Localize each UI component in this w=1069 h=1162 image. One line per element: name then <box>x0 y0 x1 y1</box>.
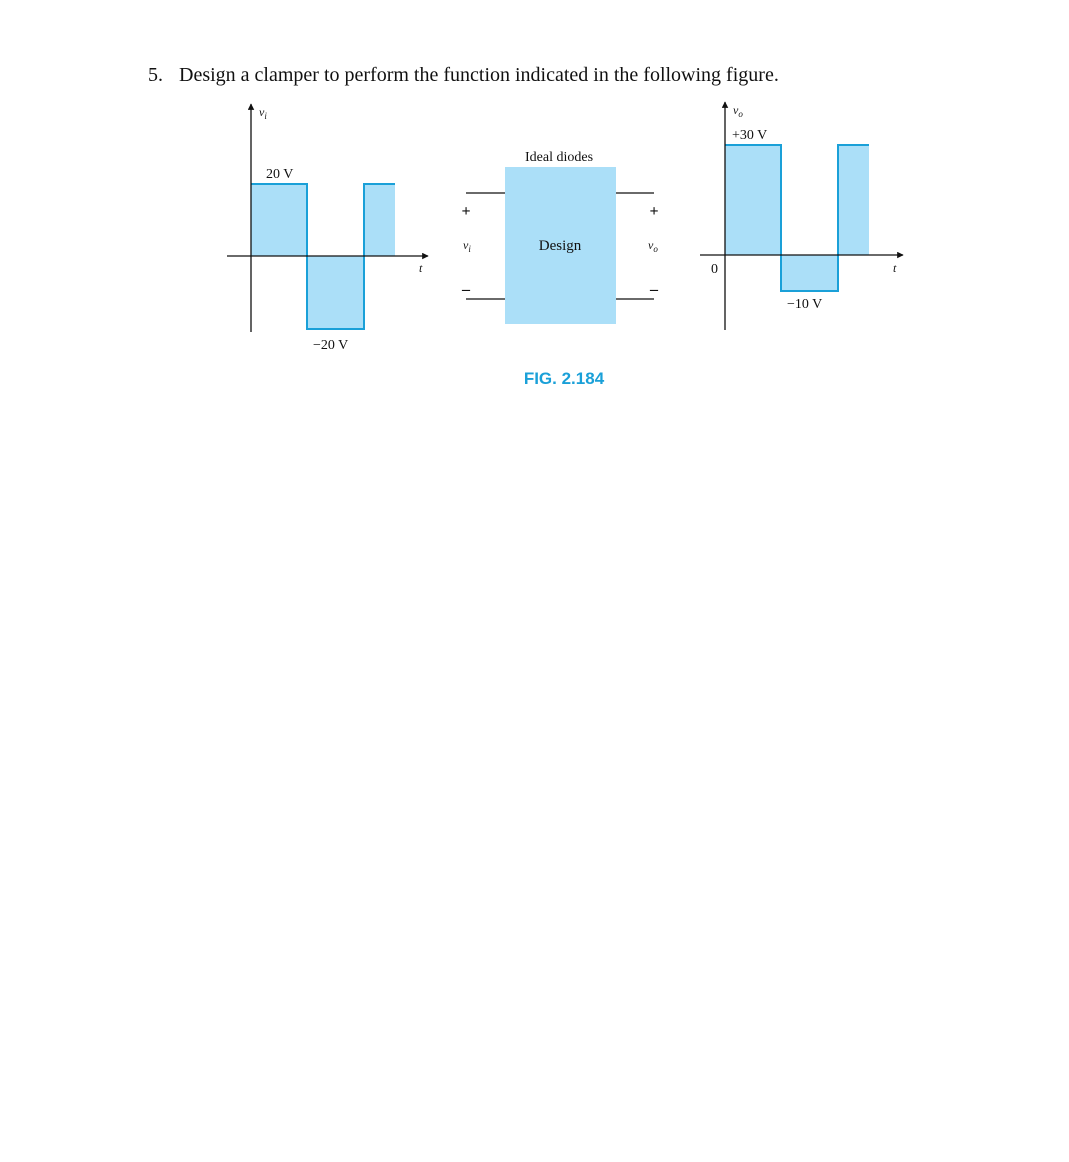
input-time-label: t <box>419 261 423 275</box>
figure-2-184 <box>0 0 1069 400</box>
input-low-label: −20 V <box>313 338 349 353</box>
input-pulse-negative <box>307 256 364 329</box>
input-high-label: 20 V <box>266 167 294 182</box>
ideal-diodes-label: Ideal diodes <box>524 150 594 165</box>
input-plus-sign: + <box>461 203 471 220</box>
output-voltage-label: $v_o$ <box>648 238 658 254</box>
output-pulse-negative <box>781 255 838 291</box>
question-number: 5. <box>148 64 163 86</box>
input-axis-label: $v_i$ <box>259 105 267 121</box>
input-voltage-label: $v_i$ <box>463 238 471 254</box>
design-block <box>461 150 659 324</box>
output-time-label: t <box>893 261 897 275</box>
input-waveform <box>227 104 428 353</box>
input-minus-sign: – <box>462 281 470 298</box>
input-pulse-positive-1 <box>251 184 307 256</box>
input-pulse-positive-2 <box>364 184 395 256</box>
output-waveform <box>700 102 903 330</box>
question-text: Design a clamper to perform the function indicated in the following figure. <box>179 64 779 86</box>
output-minus-sign: – <box>650 281 658 298</box>
output-axis-label: $v_o$ <box>733 103 743 119</box>
design-label: Design <box>538 238 582 254</box>
output-pulse-positive-1 <box>725 145 781 255</box>
output-origin-label: 0 <box>711 262 718 277</box>
output-plus-sign: + <box>649 203 659 220</box>
figure-caption: FIG. 2.184 <box>523 369 605 388</box>
output-pulse-positive-2 <box>838 145 869 255</box>
output-low-label: −10 V <box>787 297 823 312</box>
output-high-label: +30 V <box>732 128 768 143</box>
